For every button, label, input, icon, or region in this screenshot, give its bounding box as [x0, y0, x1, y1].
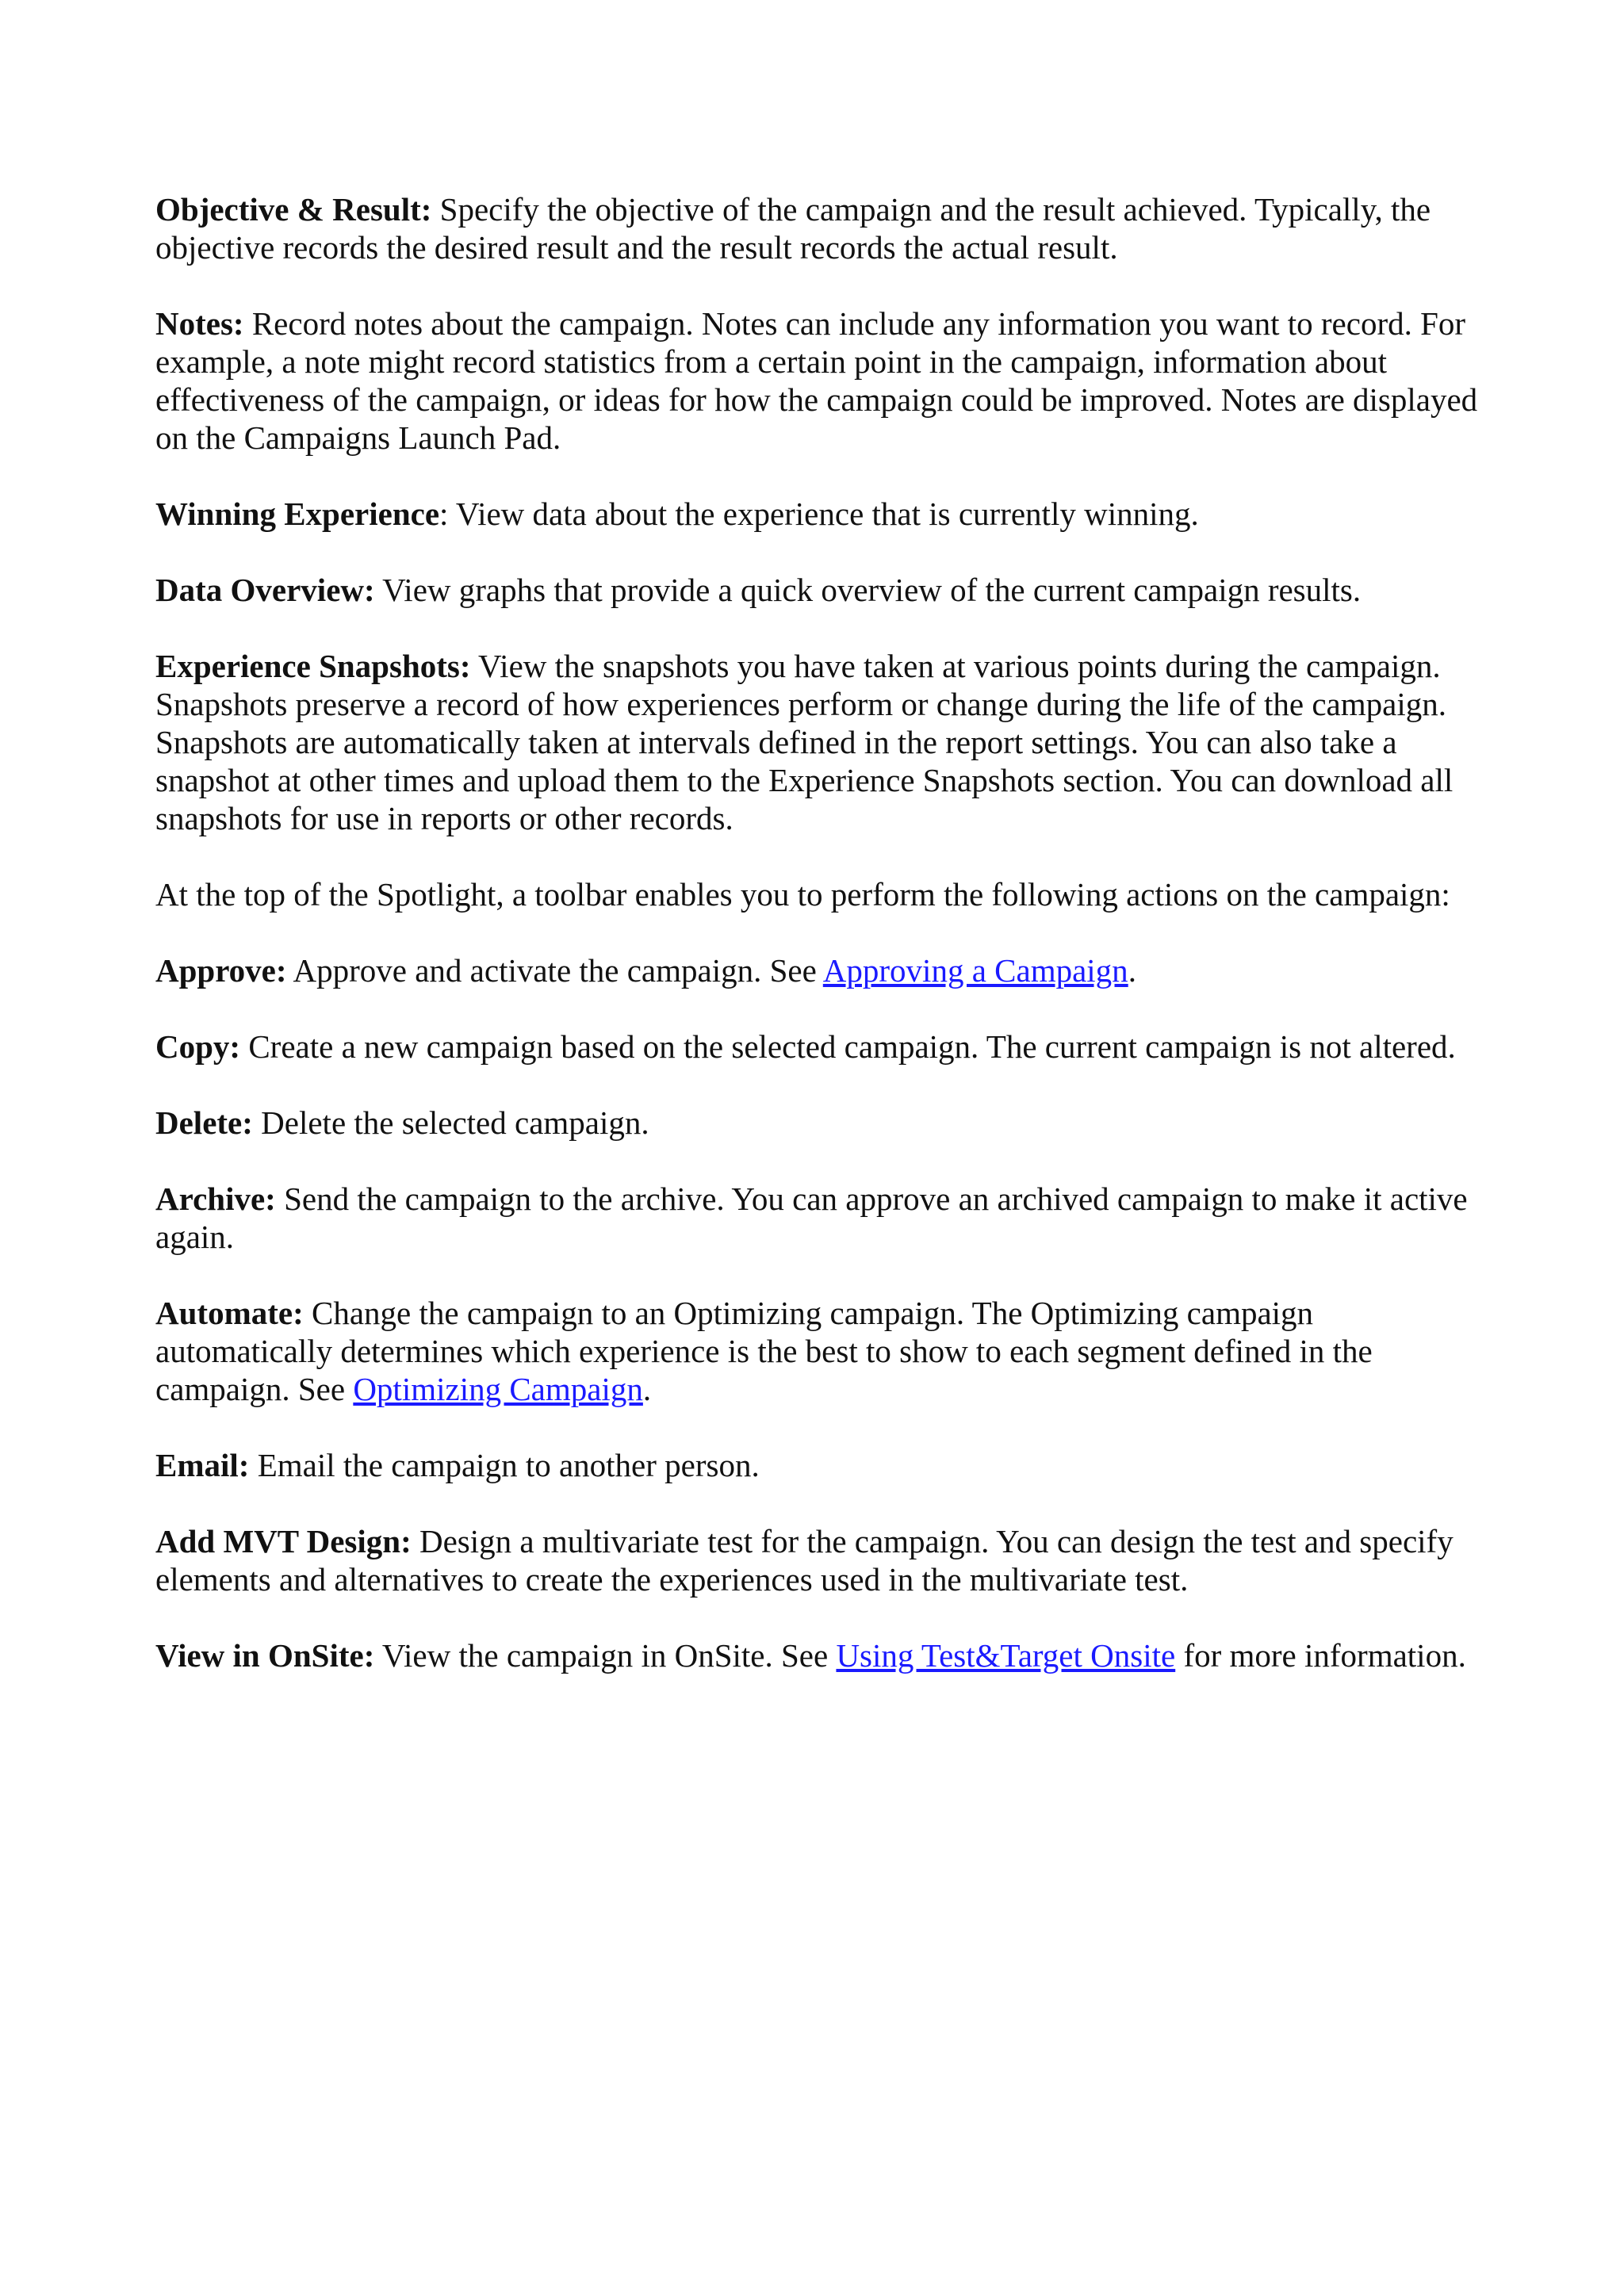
approving-campaign-link[interactable]: Approving a Campaign	[822, 952, 1128, 989]
paragraph-text: Create a new campaign based on the selected campaign. The current campaign is not altered.	[240, 1028, 1456, 1065]
paragraph-term: Copy:	[155, 1028, 241, 1065]
paragraph-term: Notes:	[155, 305, 244, 342]
paragraph-text: Delete the selected campaign.	[252, 1104, 649, 1141]
paragraph-term: Automate:	[155, 1295, 304, 1331]
paragraph-term: Archive:	[155, 1181, 276, 1217]
paragraph-text: View the snapshots you have taken at various points during the campaign. Snapshots preserve a record of how experiences perform or change during the life of the campaign. Snapshots are automatically taken at intervals defined in the report settings. You can also take a snapshot at other times and upload them to the Experience Snapshots section. You can download all snapshots for use in reports or other records.	[155, 648, 1454, 836]
approve-paragraph	[155, 951, 1488, 989]
document-page	[155, 190, 1488, 1712]
paragraph-term: Add MVT Design:	[155, 1523, 412, 1559]
paragraph-text-after: .	[642, 1371, 652, 1407]
paragraph-text-after: for more information.	[1175, 1637, 1466, 1674]
paragraph-text: Email the campaign to another person.	[249, 1447, 760, 1483]
experience-snapshots-paragraph	[155, 647, 1488, 837]
notes-paragraph	[155, 304, 1488, 457]
data-overview-paragraph	[155, 571, 1488, 609]
paragraph-text: Record notes about the campaign. Notes can include any information you want to record. For example, a note might record statistics from a certain point in the campaign, information about effectiveness of the campaign, or ideas for how the campaign could be improved. Notes are displayed on the Campaigns Launch Pad.	[155, 305, 1478, 456]
paragraph-term: Delete:	[155, 1104, 253, 1141]
paragraph-text-after: .	[1128, 952, 1136, 989]
paragraph-text: View graphs that provide a quick overview of the current campaign results.	[374, 572, 1362, 608]
add-mvt-design-paragraph	[155, 1522, 1488, 1598]
paragraph-term: Email:	[155, 1447, 250, 1483]
copy-paragraph	[155, 1027, 1488, 1066]
paragraph-text: Send the campaign to the archive. You can approve an archived campaign to make it active again.	[155, 1181, 1468, 1255]
paragraph-text: Design a multivariate test for the campaign. You can design the test and specify elements and alternatives to create the experiences used in the multivariate test.	[155, 1523, 1454, 1598]
paragraph-text: View the campaign in OnSite. See	[374, 1637, 837, 1674]
paragraph-term: Data Overview:	[155, 572, 375, 608]
paragraph-text: At the top of the Spotlight, a toolbar enables you to perform the following actions on the campaign:	[155, 876, 1450, 913]
paragraph-text: Specify the objective of the campaign and the result achieved. Typically, the objective records the desired result and the result records the actual result.	[155, 191, 1431, 266]
archive-paragraph	[155, 1180, 1488, 1256]
paragraph-term: View in OnSite:	[155, 1637, 375, 1674]
winning-experience-paragraph	[155, 495, 1488, 533]
paragraph-text: Change the campaign to an Optimizing campaign. The Optimizing campaign automatically determines which experience is the best to show to each segment defined in the campaign. See	[155, 1295, 1373, 1407]
objective-result-paragraph	[155, 190, 1488, 266]
paragraph-term: Winning Experience	[155, 496, 440, 532]
toolbar-intro-paragraph	[155, 875, 1488, 913]
using-test-target-onsite-link[interactable]: Using Test&Target Onsite	[836, 1637, 1176, 1674]
optimizing-campaign-link[interactable]: Optimizing Campaign	[353, 1371, 643, 1407]
paragraph-text: : View data about the experience that is currently winning.	[439, 496, 1199, 532]
paragraph-term: Experience Snapshots:	[155, 648, 471, 684]
paragraph-term: Objective & Result:	[155, 191, 432, 228]
paragraph-term: Approve:	[155, 952, 287, 989]
automate-paragraph	[155, 1294, 1488, 1408]
view-in-onsite-paragraph	[155, 1636, 1488, 1674]
delete-paragraph	[155, 1104, 1488, 1142]
email-paragraph	[155, 1446, 1488, 1484]
paragraph-text: Approve and activate the campaign. See	[286, 952, 823, 989]
